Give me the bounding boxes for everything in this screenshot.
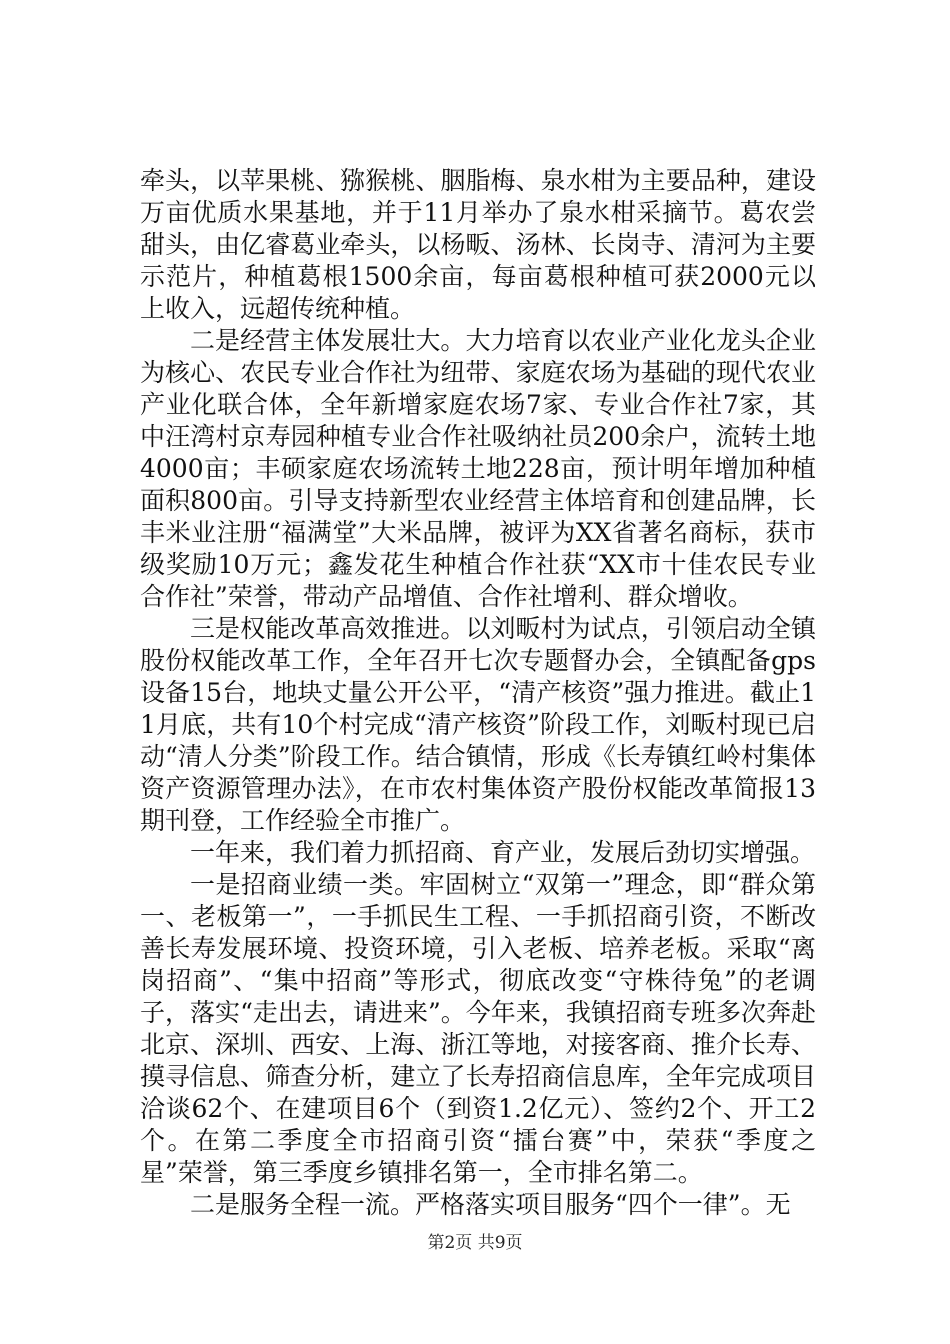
paragraph-4: 一年来，我们着力抓招商、育产业，发展后劲切实增强。 — [190, 838, 816, 867]
paragraph-5: 一是招商业绩一类。牢固树立“双第一”理念，即“群众第一、老板第一”，一手抓民生工程、一手抓招商引资，不断改善长寿发展环境、投资环境，引入老板、培养老板。采取“离岗招商”、“集中招商”等形式，彻底改变“守株待兔”的老调子，落实“走出去，请进来”。今年来，我镇招商专班多次奔赴北京、深圳、西安、上海、浙江等地，对接客商、推介长寿、摸寻信息、筛查分析，建立了长寿招商信息库，全年完成项目洽谈62个、在建项目6个（到资1.2亿元）、签约2个、开工2个。在第二季度全市招商引资“擂台赛”中，荣获“季度之星”荣誉，第三季度乡镇排名第一，全市排名第二。 — [140, 870, 816, 1187]
paragraph-1: 牵头，以苹果桃、猕猴桃、胭脂梅、泉水柑为主要品种，建设万亩优质水果基地，并于11月举办了泉水柑采摘节。葛农尝甜头，由亿睿葛业牵头，以杨畈、汤林、长岗寺、清河为主要示范片，种植葛根1500余亩，每亩葛根种植可获2000元以上收入，远超传统种植。 — [140, 166, 816, 323]
paragraph-3: 三是权能改革高效推进。以刘畈村为试点，引领启动全镇股份权能改革工作，全年召开七次专题督办会，全镇配备gps设备15台，地块丈量公开公平，“清产核资”强力推进。截止11月底，共有10个村完成“清产核资”阶段工作，刘畈村现已启动“清人分类”阶段工作。结合镇情，形成《长寿镇红岭村集体资产资源管理办法》，在市农村集体资产股份权能改革简报13期刊登，工作经验全市推广。 — [140, 614, 816, 835]
page-number-footer: 第2页 共9页 — [427, 1233, 523, 1253]
document-body — [140, 165, 816, 1221]
paragraph-2: 二是经营主体发展壮大。大力培育以农业产业化龙头企业为核心、农民专业合作社为纽带、家庭农场为基础的现代农业产业化联合体，全年新增家庭农场7家、专业合作社7家，其中汪湾村京寿园种植专业合作社吸纳社员200余户，流转土地4000亩；丰硕家庭农场流转土地228亩，预计明年增加种植面积800亩。引导支持新型农业经营主体培育和创建品牌，长丰米业注册“福满堂”大米品牌，被评为XX省著名商标，获市级奖励10万元；鑫发花生种植合作社获“XX市十佳农民专业合作社”荣誉，带动产品增值、合作社增利、群众增收。 — [140, 326, 816, 611]
paragraph-6: 二是服务全程一流。严格落实项目服务“四个一律”。无 — [190, 1190, 791, 1219]
